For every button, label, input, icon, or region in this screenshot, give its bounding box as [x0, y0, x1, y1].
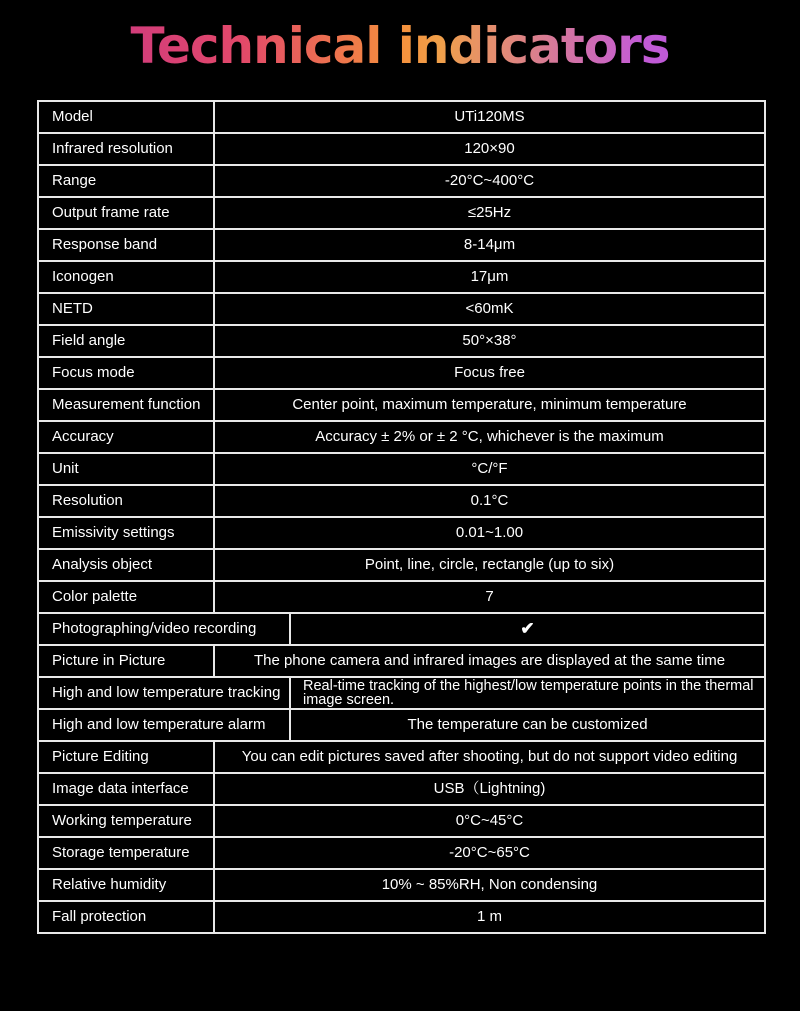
- spec-label: Infrared resolution: [38, 133, 214, 165]
- spec-label: Picture in Picture: [38, 645, 214, 677]
- spec-label: Fall protection: [38, 901, 214, 933]
- table-row: [38, 805, 765, 837]
- spec-label: Range: [38, 165, 214, 197]
- spec-value: ≤25Hz: [214, 197, 765, 229]
- table-row: [38, 165, 765, 197]
- table-row: [38, 773, 765, 805]
- spec-value: 17μm: [214, 261, 765, 293]
- table-row: [38, 389, 765, 421]
- spec-value: 0.1°C: [214, 485, 765, 517]
- spec-label: Analysis object: [38, 549, 214, 581]
- spec-label: Color palette: [38, 581, 214, 613]
- spec-label: Focus mode: [38, 357, 214, 389]
- table-row: [38, 837, 765, 869]
- page-title: Technical indicators: [0, 14, 800, 78]
- table-row: [38, 133, 765, 165]
- spec-value: The temperature can be customized: [290, 709, 765, 741]
- table-row: [38, 869, 765, 901]
- spec-value: You can edit pictures saved after shooting, but do not support video editing: [214, 741, 765, 773]
- spec-table: [37, 100, 766, 934]
- spec-value: Real-time tracking of the highest/low temperature points in the thermal image screen.: [290, 677, 765, 709]
- checkmark-icon: ✔: [520, 618, 535, 638]
- spec-label: Accuracy: [38, 421, 214, 453]
- table-row: [38, 709, 765, 741]
- spec-label: NETD: [38, 293, 214, 325]
- spec-value: -20°C~400°C: [214, 165, 765, 197]
- spec-value: Focus free: [214, 357, 765, 389]
- spec-label: Resolution: [38, 485, 214, 517]
- spec-label: High and low temperature alarm: [38, 709, 290, 741]
- table-row: [38, 613, 765, 645]
- table-row: [38, 517, 765, 549]
- spec-value: 50°×38°: [214, 325, 765, 357]
- table-row: [38, 229, 765, 261]
- spec-value: 120×90: [214, 133, 765, 165]
- spec-label: Photographing/video recording: [38, 613, 290, 645]
- spec-value: 0°C~45°C: [214, 805, 765, 837]
- spec-label: Storage temperature: [38, 837, 214, 869]
- spec-value: 7: [214, 581, 765, 613]
- table-row: [38, 549, 765, 581]
- spec-value: 1 m: [214, 901, 765, 933]
- table-row: [38, 485, 765, 517]
- spec-label: Measurement function: [38, 389, 214, 421]
- table-row: [38, 453, 765, 485]
- spec-value: USB（Lightning): [214, 773, 765, 805]
- spec-label: Unit: [38, 453, 214, 485]
- spec-value: 10% ~ 85%RH, Non condensing: [214, 869, 765, 901]
- table-row: [38, 293, 765, 325]
- spec-value: Center point, maximum temperature, minimum temperature: [214, 389, 765, 421]
- spec-value: °C/°F: [214, 453, 765, 485]
- table-row: [38, 741, 765, 773]
- spec-value: Accuracy ± 2% or ± 2 °C, whichever is the maximum: [214, 421, 765, 453]
- spec-value: [290, 613, 765, 645]
- spec-value: UTi120MS: [214, 101, 765, 133]
- spec-label: Response band: [38, 229, 214, 261]
- table-row: [38, 581, 765, 613]
- spec-label: Picture Editing: [38, 741, 214, 773]
- spec-value: 0.01~1.00: [214, 517, 765, 549]
- spec-label: Field angle: [38, 325, 214, 357]
- table-row: [38, 197, 765, 229]
- table-row: [38, 101, 765, 133]
- spec-label: Relative humidity: [38, 869, 214, 901]
- spec-label: Image data interface: [38, 773, 214, 805]
- spec-value: -20°C~65°C: [214, 837, 765, 869]
- table-row: [38, 677, 765, 709]
- spec-label: Model: [38, 101, 214, 133]
- spec-value: Point, line, circle, rectangle (up to six): [214, 549, 765, 581]
- table-row: [38, 421, 765, 453]
- spec-label: Iconogen: [38, 261, 214, 293]
- table-row: [38, 901, 765, 933]
- spec-label: Emissivity settings: [38, 517, 214, 549]
- spec-label: Output frame rate: [38, 197, 214, 229]
- table-row: [38, 261, 765, 293]
- spec-value: 8-14μm: [214, 229, 765, 261]
- spec-label: High and low temperature tracking: [38, 677, 290, 709]
- table-row: [38, 325, 765, 357]
- table-row: [38, 645, 765, 677]
- spec-label: Working temperature: [38, 805, 214, 837]
- table-row: [38, 357, 765, 389]
- spec-value: <60mK: [214, 293, 765, 325]
- spec-value: The phone camera and infrared images are displayed at the same time: [214, 645, 765, 677]
